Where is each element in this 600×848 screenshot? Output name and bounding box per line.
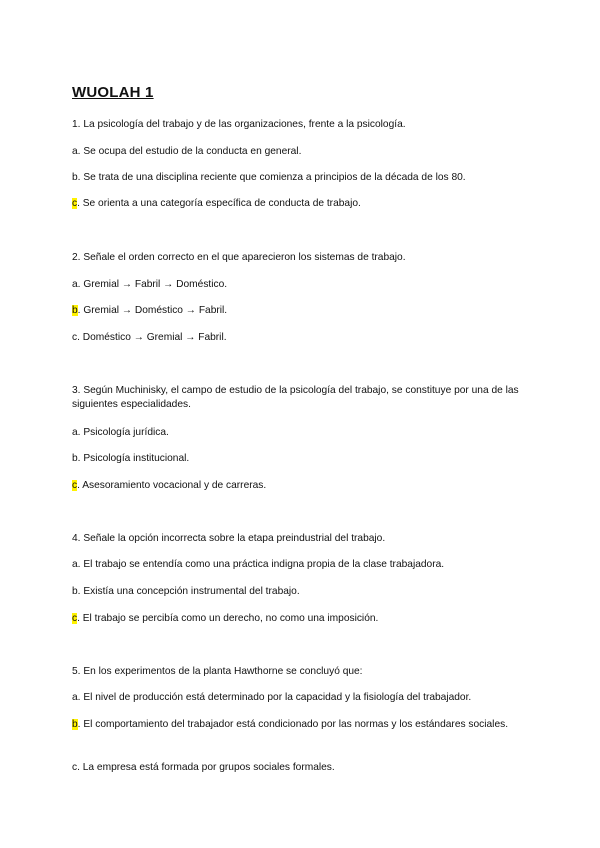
option-letter: a bbox=[72, 692, 78, 703]
question-3-option-b bbox=[72, 452, 532, 466]
question-2-option-b-correct bbox=[72, 304, 532, 318]
correct-answer-highlight: c bbox=[72, 198, 78, 209]
question-1-option-c-correct bbox=[72, 197, 532, 211]
option-text: . El trabajo se percibía como un derecho, no como una imposición. bbox=[77, 613, 379, 624]
question-4-stem: 4. Señale la opción incorrecta sobre la etapa preindustrial del trabajo. bbox=[72, 533, 386, 544]
option-letter: c bbox=[72, 762, 78, 773]
option-letter: b bbox=[72, 172, 78, 183]
question-4-option-a bbox=[72, 558, 532, 572]
question-5-option-b-correct bbox=[72, 718, 534, 732]
question-2-stem: 2. Señale el orden correcto en el que aparecieron los sistemas de trabajo. bbox=[72, 252, 406, 263]
option-text: . El trabajo se entendía como una práctica indigna propia de la clase trabajadora. bbox=[77, 559, 445, 570]
question-1-option-b bbox=[72, 171, 532, 185]
option-letter: c bbox=[72, 332, 78, 343]
option-letter: b bbox=[72, 586, 78, 597]
option-letter: a bbox=[72, 146, 78, 157]
question-5-stem: 5. En los experimentos de la planta Hawthorne se concluyó que: bbox=[72, 666, 363, 677]
question-4-option-c-correct bbox=[72, 612, 532, 626]
question-5-option-a bbox=[72, 691, 532, 705]
question-3-stem: 3. Según Muchinisky, el campo de estudio de la psicología del trabajo, se constituye por una de las siguientes especialidades. bbox=[72, 385, 519, 410]
option-letter: a bbox=[72, 427, 78, 438]
option-text: . Psicología institucional. bbox=[77, 453, 190, 464]
option-text: . La empresa está formada por grupos sociales formales. bbox=[77, 762, 335, 773]
correct-answer-highlight: c bbox=[72, 480, 78, 491]
option-text: . Existía una concepción instrumental del trabajo. bbox=[77, 586, 300, 597]
question-3-option-a bbox=[72, 426, 532, 440]
option-text: . Se ocupa del estudio de la conducta en general. bbox=[77, 146, 302, 157]
option-letter: a bbox=[72, 279, 78, 290]
option-text: . Gremial → Doméstico → Fabril. bbox=[77, 305, 228, 316]
question-3-option-c-correct bbox=[72, 479, 532, 493]
option-text: . Gremial → Fabril → Doméstico. bbox=[77, 279, 228, 290]
option-text: . Asesoramiento vocacional y de carreras. bbox=[77, 480, 267, 491]
option-letter: b bbox=[72, 453, 78, 464]
correct-answer-highlight: b bbox=[72, 305, 78, 316]
question-4-option-b bbox=[72, 585, 532, 599]
correct-answer-highlight: b bbox=[72, 719, 78, 730]
option-letter: a bbox=[72, 559, 78, 570]
option-text: . El nivel de producción está determinado por la capacidad y la fisiología del trabajador. bbox=[77, 692, 472, 703]
document-title: WUOLAH 1 bbox=[72, 84, 154, 101]
option-text: . Se orienta a una categoría específica de conducta de trabajo. bbox=[77, 198, 361, 209]
question-2-option-c bbox=[72, 331, 532, 345]
question-1-stem: 1. La psicología del trabajo y de las organizaciones, frente a la psicología. bbox=[72, 119, 406, 130]
question-5-option-c bbox=[72, 761, 532, 775]
option-text: . Se trata de una disciplina reciente que comienza a principios de la década de los 80. bbox=[77, 172, 466, 183]
option-text: . El comportamiento del trabajador está condicionado por las normas y los estándares sociales. bbox=[77, 719, 509, 730]
question-2-option-a bbox=[72, 278, 532, 292]
option-text: . Doméstico → Gremial → Fabril. bbox=[77, 332, 227, 343]
correct-answer-highlight: c bbox=[72, 613, 78, 624]
question-1-option-a bbox=[72, 145, 532, 159]
option-text: . Psicología jurídica. bbox=[77, 427, 169, 438]
